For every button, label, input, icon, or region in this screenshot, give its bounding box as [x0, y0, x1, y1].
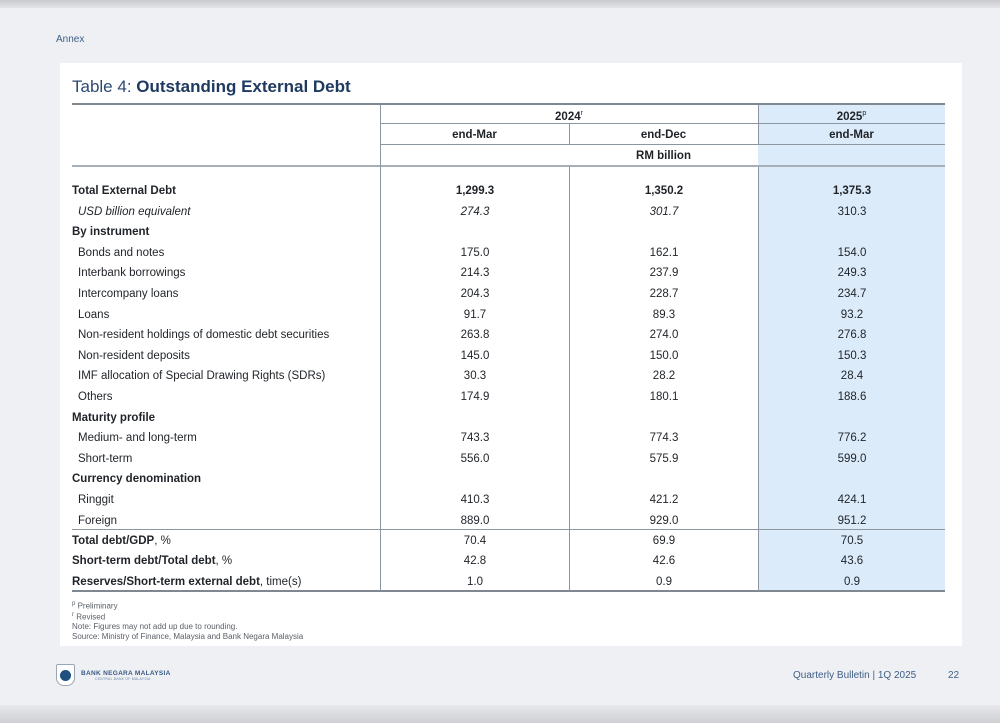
row-label: Short-term: [78, 452, 133, 465]
col-rule-1: [380, 105, 381, 591]
table-cell: 237.9: [649, 267, 679, 280]
table-cell: 774.3: [649, 432, 679, 445]
table-cell: 556.0: [460, 452, 490, 465]
table-cell: 28.2: [652, 370, 676, 383]
rule-header-bottom: [72, 165, 945, 167]
section-label: Currency denomination: [72, 473, 202, 486]
logo-sub: CENTRAL BANK OF MALAYSIA: [95, 676, 151, 681]
table-cell: 1,299.3: [455, 185, 495, 197]
row-label: Non-resident holdings of domestic debt securities: [78, 329, 330, 342]
table-cell: 69.9: [652, 535, 676, 547]
note-revised: $^r$ Revised: [72, 612, 106, 622]
section-label: By instrument: [72, 226, 150, 239]
row-label: Foreign: [78, 514, 117, 527]
table-cell: 42.6: [652, 555, 676, 568]
table-cell: 0.9: [656, 575, 672, 588]
table-cell: 89.3: [652, 308, 676, 321]
row-label: Intercompany loans: [78, 288, 179, 300]
bnm-logo: [56, 664, 171, 686]
table-cell: 1.0: [467, 575, 483, 588]
table-cell: 951.2: [837, 514, 867, 527]
row-label: Bonds and notes: [78, 246, 165, 259]
header-period: end-Dec: [640, 129, 687, 141]
table-cell: 42.8: [463, 555, 487, 568]
row-label: Interbank borrowings: [78, 267, 186, 280]
header-period: end-Mar: [829, 129, 874, 141]
table-cell: 174.9: [460, 391, 490, 403]
table-cell: 1,375.3: [832, 185, 872, 197]
table-cell: 43.6: [840, 555, 864, 568]
ratio-label: Total debt/GDP, %: [72, 535, 171, 547]
header-period: end-Mar: [452, 129, 497, 141]
rule-ratios: [72, 529, 945, 530]
row-label: IMF allocation of Special Drawing Rights (SDRs): [78, 370, 326, 383]
table-cell: 274.0: [649, 329, 679, 342]
table-cell: 228.7: [649, 288, 679, 300]
row-label: Ringgit: [78, 494, 114, 506]
row-label: Medium- and long-term: [78, 432, 197, 445]
table-cell: 410.3: [460, 494, 490, 506]
table-cell: 743.3: [460, 432, 490, 445]
bnm-crest-icon: [56, 664, 75, 686]
table-cell: 214.3: [460, 267, 490, 280]
rule-bottom: [72, 590, 945, 592]
table-cell: 30.3: [463, 370, 487, 383]
table-cell: 204.3: [460, 288, 490, 300]
table-cell: 929.0: [649, 514, 679, 527]
table-cell: 180.1: [649, 391, 679, 403]
table-cell: 154.0: [837, 246, 867, 259]
table-notes: [72, 600, 303, 641]
table-title-main: Outstanding External Debt: [136, 77, 351, 96]
row-label: USD billion equivalent: [78, 205, 191, 218]
logo-name: BANK NEGARA MALAYSIA: [81, 669, 171, 677]
table-cell: 91.7: [463, 308, 487, 321]
page-number: 22: [948, 670, 960, 681]
note-source: Source: Ministry of Finance, Malaysia and Bank Negara Malaysia: [72, 631, 304, 641]
table-cell: 70.5: [840, 535, 864, 547]
ratio-label: Short-term debt/Total debt, %: [72, 555, 233, 568]
ratio-label: Reserves/Short-term external debt, time(s): [72, 575, 302, 588]
table-cell: 70.4: [463, 535, 487, 547]
table-title: Table 4: Outstanding External Debt: [72, 77, 351, 96]
note-preliminary: $^p$ Preliminary: [72, 601, 118, 611]
table-cell: 276.8: [837, 329, 867, 342]
publication-title: Quarterly Bulletin | 1Q 2025: [793, 670, 917, 681]
table-cell: 175.0: [460, 246, 490, 259]
col-rule-3b: [758, 167, 759, 591]
table-cell: 145.0: [460, 349, 490, 362]
table-cell: 28.4: [840, 370, 864, 383]
table-cell: 424.1: [837, 494, 867, 506]
table-cell: 776.2: [837, 432, 867, 445]
table-cell: 150.3: [837, 349, 867, 362]
table-cell: 249.3: [837, 267, 867, 280]
rule-periods: [380, 144, 945, 145]
row-label: Non-resident deposits: [78, 349, 190, 362]
header-year-2024: 2024$^r$: [555, 110, 583, 123]
table-cell: 310.3: [837, 205, 867, 218]
row-label: Others: [78, 391, 113, 403]
table-cell: 301.7: [649, 205, 679, 218]
table-cell: 0.9: [844, 575, 860, 588]
header-year-2025: 2025$^p$: [836, 110, 867, 123]
table-cell: 575.9: [649, 452, 679, 465]
section-label: Maturity profile: [72, 411, 156, 424]
table-cell: 93.2: [840, 308, 864, 321]
col-rule-2b: [569, 167, 570, 591]
table-card: [60, 63, 962, 646]
table-cell: 263.8: [460, 329, 490, 342]
table-cell: 188.6: [837, 391, 867, 403]
row-label: Loans: [78, 308, 110, 321]
table-cell: 599.0: [837, 452, 867, 465]
table-cell: 150.0: [649, 349, 679, 362]
table-cell: 162.1: [649, 246, 679, 259]
annex-label: Annex: [56, 34, 85, 45]
header-unit: RM billion: [636, 150, 691, 162]
table-cell: 234.7: [837, 288, 867, 300]
note-rounding: Note: Figures may not add up due to rounding.: [72, 622, 238, 632]
rule-top: [72, 103, 945, 105]
table-cell: 274.3: [460, 205, 490, 218]
bottom-edge: [0, 705, 1000, 723]
row-label: Total External Debt: [72, 185, 176, 197]
table-cell: 421.2: [649, 494, 679, 506]
table-cell: 1,350.2: [644, 185, 684, 197]
table-cell: 889.0: [460, 514, 490, 527]
top-edge: [0, 0, 1000, 8]
